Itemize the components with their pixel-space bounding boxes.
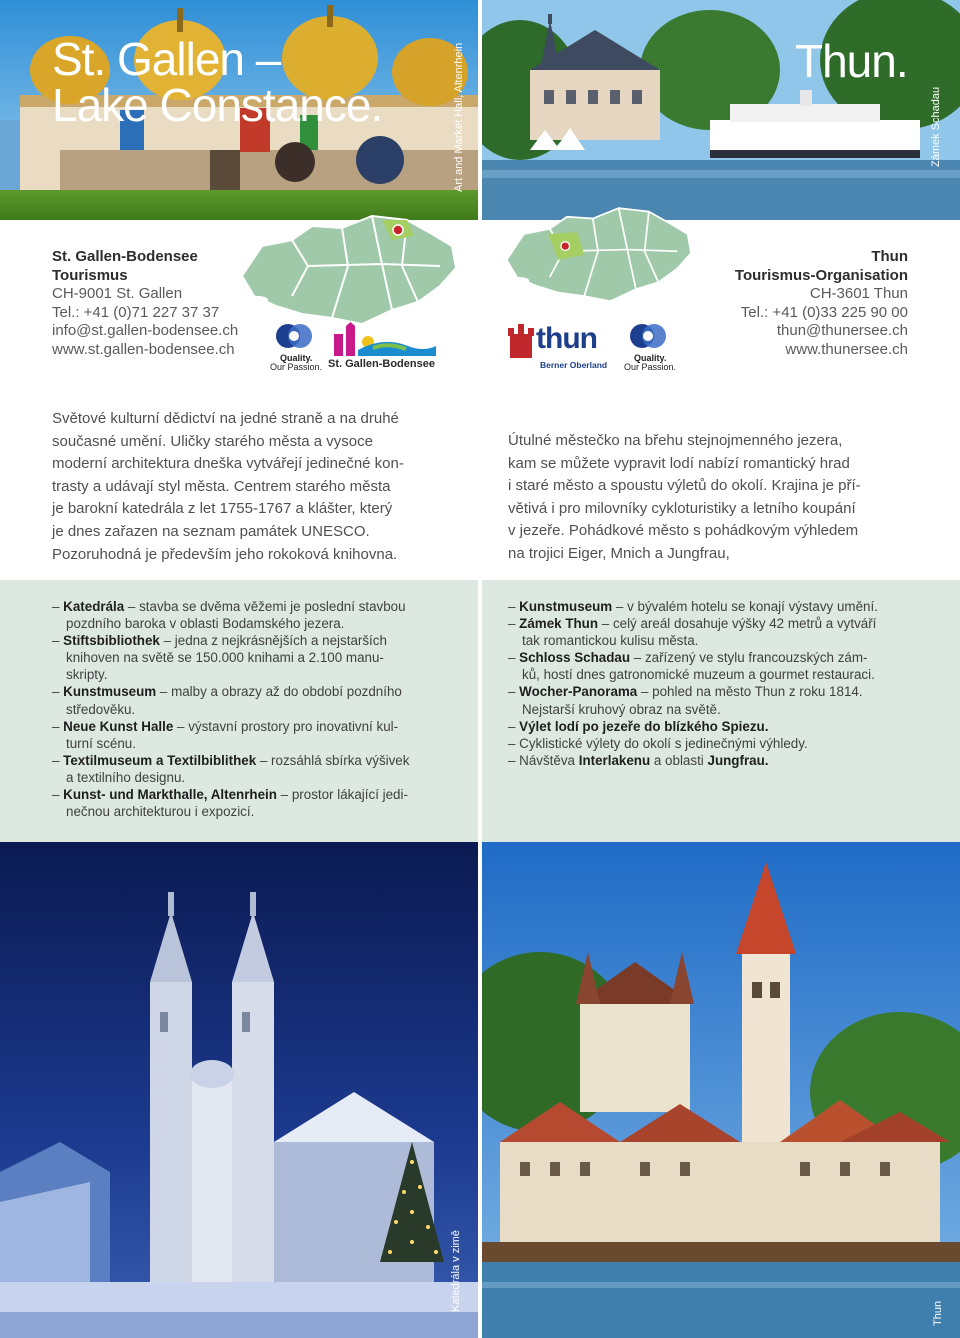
list-item: – Wocher-Panorama – pohled na město Thun z roku 1814. Nejstarší kruhový obraz na světě. (508, 684, 863, 717)
brand-logo-text: St. Gallen-Bodensee (328, 358, 435, 370)
intro-line: je barokní katedrála z let 1755-1767 a klášter, který (52, 500, 393, 518)
thun-title: Thun. (795, 35, 908, 87)
thun-logo-subtext: Berner Oberland (540, 360, 608, 370)
intro-line: kam se můžete vypravit lodí nabízí romantický hrad (508, 454, 850, 472)
st-gallen-contact (52, 248, 238, 359)
schadau-castle-photo (480, 0, 960, 220)
quality-q-icon (270, 322, 320, 352)
intro-line: Světové kulturní dědictví na jedné straně a na druhé (52, 410, 399, 427)
thun-section (480, 0, 960, 1338)
list-item-text: v bývalém hotelu se konají výstavy umění. (623, 599, 878, 614)
photo-caption-zamek-schadau: Zámek Schadau (930, 86, 942, 167)
intro-line: trasty a udávají styl města. Centrem starého města (52, 477, 391, 495)
st-gallen-highlights-list (52, 598, 452, 820)
intro-line: i staré město a spoustu výletů do okolí. Krajina je pří- (508, 477, 861, 495)
list-item: – Neue Kunst Halle – výstavní prostory pro inovativní kul- turní scénu. (52, 718, 399, 751)
list-item-title: Stiftsbibliothek (63, 633, 160, 649)
list-item-text: skripty. (66, 667, 108, 683)
title-line-2: Lake Constance. (52, 79, 383, 131)
intro-line: je dnes zařazen na seznam památek UNESCO. (52, 522, 370, 540)
list-item-text: výstavní prostory pro inovativní kul- (184, 718, 399, 734)
list-item-title: Wocher-Panorama (519, 684, 638, 700)
phone: Tel.: +41 (0)71 227 37 37 (52, 303, 220, 321)
list-item-text: jedna z nejkrásnějších a nejstarších (171, 633, 387, 649)
list-item-title: Neue Kunst Halle (63, 718, 174, 734)
list-item-text: zařízený ve stylu francouzských zám- (641, 650, 868, 666)
list-item-title: Interlakenu (578, 752, 651, 768)
list-item-title: Katedrála (63, 599, 125, 614)
list-item: – Katedrála – stavba se dvěma věžemi je poslední stavbou pozdního baroka v oblasti Bodamského jezera. (52, 599, 406, 632)
intro-line: Pozoruhodná je především jeho rokoková knihovna. (52, 545, 398, 563)
st-gallen-bodensee-logo (328, 322, 438, 370)
thun-town-photo (480, 842, 960, 1338)
list-item-text: nečnou architekturou i expozicí. (66, 804, 255, 820)
org-name-line-1: Thun (871, 248, 908, 265)
quality-line-1: Quality. (280, 353, 313, 363)
quality-line-2: Our Passion. (624, 362, 677, 372)
intro-line: současné umění. Uličky starého města a vysoce (52, 432, 373, 450)
list-item-title: Textilmuseum a Textilbiblithek (63, 752, 257, 768)
web-link[interactable]: www.thunersee.ch (785, 340, 908, 358)
intro-line: moderní architektura dneška vytvářejí jedinečné kon- (52, 455, 404, 473)
quality-logo (624, 322, 677, 372)
art-market-hall-photo (0, 0, 480, 220)
list-item-text: Nejstarší kruhový obraz na světě. (522, 701, 721, 717)
list-item-text: knihoven na světě se 150.000 knihami a 2.100 manu- (66, 650, 384, 666)
list-item-text: ků, hostí dnes gatronomické muzeum a gourmet restauraci. (522, 667, 875, 683)
list-item: – Zámek Thun – celý areál dosahuje výšky 42 metrů a vytváří tak romantickou kulisu města. (508, 616, 877, 649)
photo-caption: Art and Market Hall, Altenrhein (453, 42, 465, 192)
intro-line: v jezeře. Pohádkové město s pohádkovým výhledem (508, 522, 859, 540)
intro-line: větivá i pro milovníky cykloturistiky a letního koupání (508, 499, 856, 517)
switzerland-map-icon (498, 198, 698, 308)
switzerland-map-icon (232, 206, 464, 330)
thun-highlights-list (508, 598, 938, 769)
list-item: – Návštěva Interlakenu a oblasti Jungfrau. (508, 752, 769, 768)
list-item: – Kunstmuseum – v bývalém hotelu se konají výstavy umění. (508, 599, 878, 614)
list-item-title: Kunstmuseum (519, 599, 613, 614)
list-item-text: Návštěva (519, 752, 579, 768)
list-item-text: prostor lákající jedi- (288, 787, 408, 803)
list-item: – Schloss Schadau – zařízený ve stylu francouzských zám- ků, hostí dnes gatronomické muzeum a gourmet restauraci. (508, 650, 875, 683)
list-item-text: a oblasti (650, 752, 708, 768)
list-item: – Cyklistické výlety do okolí s jedinečnými výhledy. (508, 735, 808, 751)
intro-line: Útulné městečko na břehu stejnojmenného jezera, (508, 432, 843, 449)
st-gallen-bodensee-emblem-icon (328, 322, 438, 358)
cathedral-winter-photo (0, 842, 480, 1338)
column-divider (478, 0, 482, 1338)
phone: Tel.: +41 (0)33 225 90 00 (740, 303, 908, 321)
email-link[interactable]: info@st.gallen-bodensee.ch (52, 322, 239, 339)
list-item-text: pozdního baroka v oblasti Bodamského jezera. (66, 616, 345, 632)
org-name-line-2: Tourismus (52, 266, 128, 284)
list-item: – Stiftsbibliothek – jedna z nejkrásnějších a nejstarších knihoven na světě se 150.000 knihami a 2.100 manu- skripty. (52, 633, 387, 683)
list-item-title: Schloss Schadau (519, 650, 631, 666)
list-item-text: středověku. (66, 701, 136, 717)
list-item-title: Kunst- und Markthalle, Altenrhein (63, 787, 277, 803)
quality-line-1: Quality. (634, 353, 667, 363)
web-link[interactable]: www.st.gallen-bodensee.ch (52, 340, 235, 358)
list-item-text: celý areál dosahuje výšky 42 metrů a vytváří (609, 616, 877, 632)
list-item-text: turní scénu. (66, 735, 136, 751)
list-item: – Kunst- und Markthalle, Altenrhein – prostor lákající jedi- nečnou architekturou i expozicí. (52, 787, 408, 820)
list-item-text: rozsáhlá sbírka výšivek (267, 752, 410, 768)
list-item-title: Zámek Thun (519, 616, 599, 632)
quality-q-icon (624, 322, 674, 352)
intro-line: na trojici Eiger, Mnich a Jungfrau, (508, 544, 730, 562)
thun-contact (735, 248, 908, 359)
bottom-photo-caption: Thun (932, 1300, 944, 1326)
list-item-text: a textilního designu. (66, 769, 186, 785)
quality-logo (270, 322, 323, 372)
list-item-text: stavba se dvěma věžemi je poslední stavbou (135, 599, 406, 614)
org-name-line-1: St. Gallen-Bodensee (52, 248, 198, 265)
list-item: – Výlet lodí po jezeře do blízkého Spiezu. (508, 718, 769, 734)
list-item-text: pohled na město Thun z roku 1814. (648, 684, 863, 700)
address: CH-9001 St. Gallen (52, 285, 183, 302)
address: CH-3601 Thun (809, 285, 908, 302)
quality-line-2: Our Passion. (270, 362, 323, 372)
list-item: – Kunstmuseum – malby a obrazy až do období pozdního středověku. (52, 684, 402, 717)
list-item-text: Cyklistické výlety do okolí s jedinečnými výhledy. (519, 735, 808, 751)
list-item-title: Jungfrau. (707, 752, 769, 768)
list-item-title: Kunstmuseum (63, 684, 157, 700)
thun-intro (508, 430, 918, 566)
list-item-text: malby a obrazy až do období pozdního (167, 684, 402, 700)
thun-logo-text: thun (536, 322, 597, 355)
title-line-1: St. Gallen – (52, 33, 281, 85)
list-item-text: tak romantickou kulisu města. (522, 633, 699, 649)
st-gallen-intro (52, 408, 462, 566)
thun-berner-oberland-logo (506, 322, 608, 370)
list-item: – Textilmuseum a Textilbiblithek – rozsáhlá sbírka výšivek a textilního designu. (52, 752, 410, 785)
list-item-title: Výlet lodí po jezeře do blízkého Spiezu. (519, 718, 769, 734)
bottom-photo-caption: Katedrála v zimě (450, 1230, 462, 1312)
org-name-line-2: Tourismus-Organisation (734, 266, 908, 284)
st-gallen-title (52, 33, 383, 131)
email-link[interactable]: thun@thunersee.ch (776, 322, 908, 339)
